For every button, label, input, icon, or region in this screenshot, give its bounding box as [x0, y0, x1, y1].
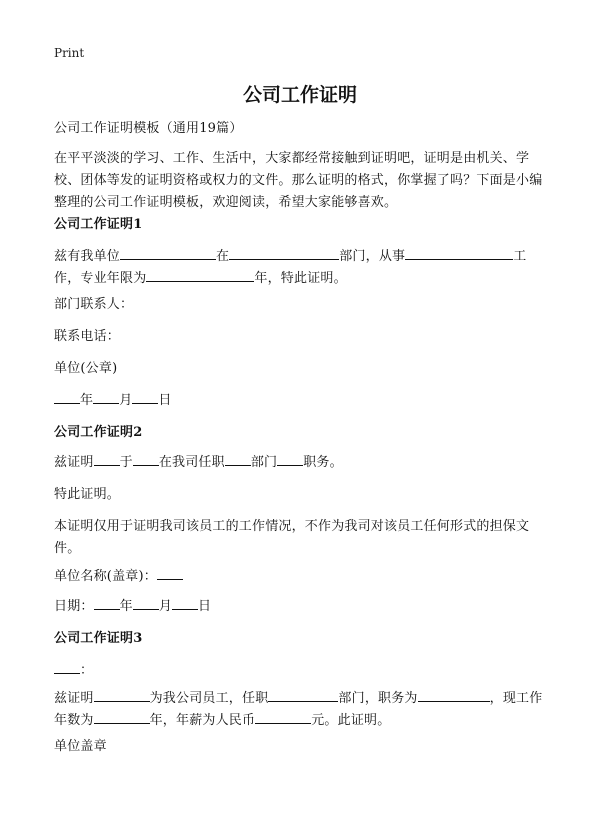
date-day-label: 日 [198, 599, 212, 614]
contact-person-label: 部门联系人： [54, 297, 134, 312]
text-segment: 兹证明 [54, 455, 94, 470]
section-3-body [54, 688, 550, 732]
section-3-heading: 公司工作证明3 [54, 631, 143, 646]
date-year-label: 年 [119, 599, 133, 614]
unit-seal-label-3: 单位盖章 [54, 739, 107, 754]
section-1-date [54, 390, 550, 412]
section-1-body [54, 246, 550, 290]
contact-phone-label: 联系电话： [54, 329, 121, 344]
intro-paragraph: 在平平淡淡的学习、工作、生活中，大家都经常接触到证明吧，证明是由机关、学校、团体等发的证明资格或权力的文件。那么证明的格式，你掌握了吗？下面是小编整理的公司工作证明模板，欢迎阅读，希望大家能够喜欢。 [54, 151, 543, 210]
text-segment: 工作，专业年限为 [54, 249, 527, 286]
blank-line [229, 246, 339, 260]
section-2-body [54, 452, 550, 474]
text-segment: 职务。 [303, 455, 343, 470]
blank-line [133, 596, 159, 610]
blank-line [94, 596, 120, 610]
unit-name-line [54, 566, 550, 588]
text-segment: 部门，职务为 [338, 691, 418, 706]
blank-line [157, 566, 183, 580]
text-segment: 兹证明 [54, 691, 94, 706]
text-segment: 在我司任职 [158, 455, 225, 470]
text-segment: ，现工作年数为 [54, 691, 543, 728]
blank-line [94, 452, 120, 466]
text-segment: 为我公司员工，任职 [149, 691, 269, 706]
blank-line [255, 710, 311, 724]
blank-line [405, 246, 513, 260]
disclaimer-paragraph: 本证明仅用于证明我司该员工的工作情况，不作为我司对该员工任何形式的担保文件。 [54, 519, 530, 556]
section-2-date [54, 596, 550, 618]
blank-line [418, 688, 490, 702]
salutation-line [54, 660, 550, 682]
unit-seal-label: 单位(公章) [54, 361, 118, 376]
blank-line [132, 390, 158, 404]
text-segment: 年，年薪为人民币 [149, 713, 256, 728]
text-segment: 年，特此证明。 [254, 271, 347, 286]
date-month-label: 月 [119, 393, 133, 408]
text-segment: 在 [216, 249, 230, 264]
blank-line [146, 268, 254, 282]
blank-line [277, 452, 303, 466]
blank-line [268, 688, 338, 702]
date-label: 日期： [54, 599, 94, 614]
unit-name-label: 单位名称(盖章)： [54, 569, 157, 584]
blank-line [225, 452, 251, 466]
document-subtitle: 公司工作证明模板（通用19篇） [54, 121, 243, 136]
text-segment: 于 [119, 455, 133, 470]
document-title: 公司工作证明 [242, 84, 357, 106]
blank-line [172, 596, 198, 610]
blank-line [94, 688, 150, 702]
special-note: 特此证明。 [54, 487, 121, 502]
blank-line [94, 710, 150, 724]
blank-line [133, 452, 159, 466]
blank-line [54, 390, 80, 404]
blank-line [93, 390, 119, 404]
section-1-heading: 公司工作证明1 [54, 217, 143, 232]
date-day-label: 日 [158, 393, 172, 408]
print-link[interactable]: Print [54, 46, 85, 60]
blank-line [54, 660, 80, 674]
text-segment: 兹有我单位 [54, 249, 121, 264]
text-segment: 部门 [250, 455, 278, 470]
date-year-label: 年 [80, 393, 94, 408]
salutation-colon: ： [80, 663, 94, 678]
blank-line [120, 246, 216, 260]
date-month-label: 月 [158, 599, 173, 614]
section-2-heading: 公司工作证明2 [54, 425, 143, 440]
text-segment: 部门，从事 [339, 249, 406, 264]
text-segment: 元。此证明。 [311, 713, 391, 728]
